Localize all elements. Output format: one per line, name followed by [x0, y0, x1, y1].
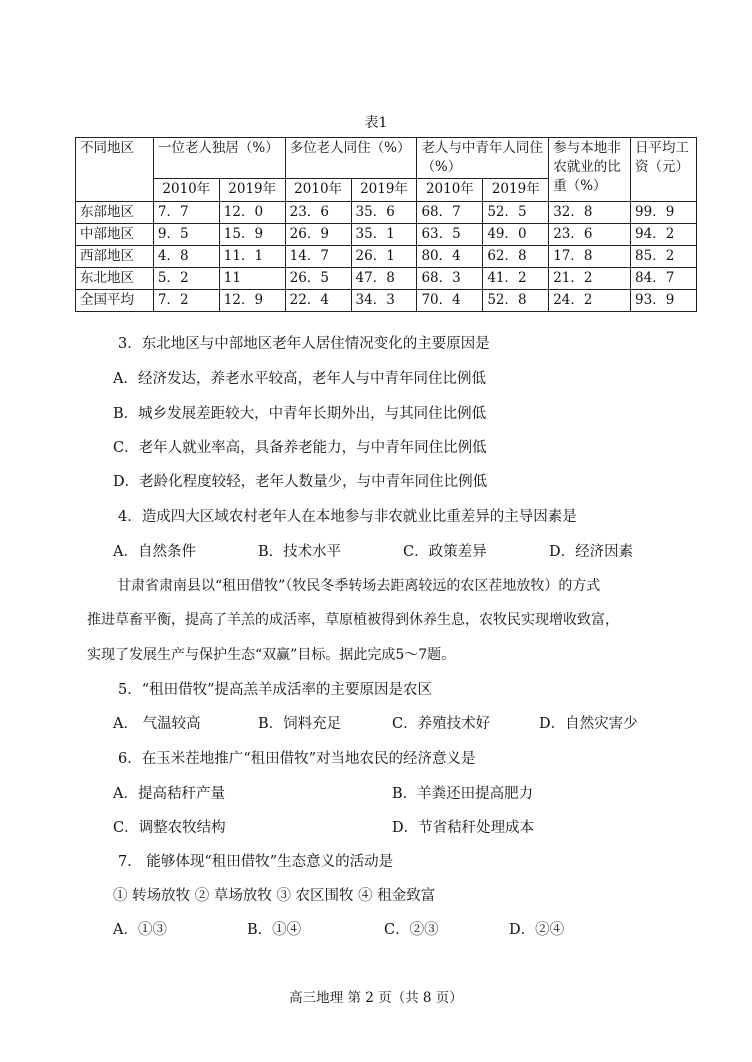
cell-value: 62．8 [483, 246, 549, 268]
cell-region: 中部地区 [76, 224, 154, 246]
cell-value: 4．8 [153, 246, 219, 268]
header-wage: 日平均工资（元） [631, 138, 697, 202]
header-region: 不同地区 [76, 138, 154, 202]
question-5-option-d: D．自然灾害少 [539, 716, 638, 732]
question-6-option-b: B．羊粪还田提高肥力 [392, 786, 534, 802]
cell-value: 84．7 [631, 268, 697, 290]
question-7-stem: 7． 能够体现“租田借牧”生态意义的活动是 [118, 854, 394, 870]
question-6-option-d: D．节省秸秆处理成本 [392, 820, 535, 836]
cell-value: 47．8 [351, 268, 417, 290]
cell-value: 68．3 [417, 268, 483, 290]
year-header: 2010年 [153, 179, 219, 202]
cell-value: 35．1 [351, 224, 417, 246]
question-6-stem: 6．在玉米茬地推广“租田借牧”对当地农民的经济意义是 [118, 751, 476, 767]
question-3-option-a: A．经济发达，养老水平较高，老年人与中青年同住比例低 [113, 371, 486, 387]
question-7-option-c: C．②③ [384, 922, 439, 938]
cell-value: 94．2 [631, 224, 697, 246]
year-header: 2019年 [219, 179, 285, 202]
cell-value: 5．2 [153, 268, 219, 290]
question-4-option-c: C．政策差异 [403, 544, 487, 560]
cell-value: 7．7 [153, 202, 219, 224]
cell-value: 32．8 [549, 202, 631, 224]
question-6-option-a: A．提高秸秆产量 [113, 786, 225, 802]
cell-value: 35．6 [351, 202, 417, 224]
table-caption: 表1 [364, 115, 388, 131]
cell-value: 9．5 [153, 224, 219, 246]
header-nonfarm: 参与本地非农就业的比重（%） [549, 138, 631, 202]
cell-region: 东北地区 [76, 268, 154, 290]
header-multi: 多位老人同住（%） [285, 138, 417, 179]
cell-value: 70．4 [417, 290, 483, 312]
cell-value: 22．4 [285, 290, 351, 312]
question-5-option-a: A． 气温较高 [113, 716, 201, 732]
cell-region: 西部地区 [76, 246, 154, 268]
question-3-option-b: B．城乡发展差距较大，中青年长期外出，与其同住比例低 [113, 406, 487, 422]
passage-line-3: 实现了发展生产与保护生态“双赢”目标。据此完成5～7题。 [87, 647, 456, 663]
cell-value: 17．8 [549, 246, 631, 268]
cell-value: 7．2 [153, 290, 219, 312]
cell-value: 12．0 [219, 202, 285, 224]
question-5-option-c: C．养殖技术好 [392, 716, 491, 732]
year-header: 2019年 [351, 179, 417, 202]
cell-region: 东部地区 [76, 202, 154, 224]
cell-value: 14．7 [285, 246, 351, 268]
question-7-items: ① 转场放牧 ② 草场放牧 ③ 农区围牧 ④ 租金致富 [113, 888, 436, 904]
question-7-option-d: D．②④ [509, 922, 565, 938]
cell-value: 34．3 [351, 290, 417, 312]
cell-value: 15．9 [219, 224, 285, 246]
cell-value: 99．9 [631, 202, 697, 224]
cell-value: 68．7 [417, 202, 483, 224]
passage-line-2: 推进草畜平衡，提高了羊羔的成活率，草原植被得到休养生息，农牧民实现增收致富， [87, 612, 619, 628]
cell-value: 26．1 [351, 246, 417, 268]
cell-value: 80．4 [417, 246, 483, 268]
question-6-option-c: C．调整农牧结构 [113, 820, 226, 836]
data-table [75, 137, 697, 312]
question-4-option-d: D．经济因素 [549, 544, 634, 560]
year-header: 2010年 [285, 179, 351, 202]
question-7-option-a: A．①③ [113, 922, 167, 938]
cell-value: 26．5 [285, 268, 351, 290]
question-4-option-b: B．技术水平 [258, 544, 342, 560]
cell-value: 24．2 [549, 290, 631, 312]
table-row [76, 268, 697, 290]
header-alone: 一位老人独居（%） [153, 138, 285, 179]
table-row [76, 224, 697, 246]
year-header: 2010年 [417, 179, 483, 202]
cell-value: 23．6 [285, 202, 351, 224]
table-row [76, 246, 697, 268]
passage-line-1: 甘肃省肃南县以“租田借牧”（牧民冬季转场去距离较远的农区茬地放牧）的方式 [117, 578, 601, 594]
cell-value: 52．8 [483, 290, 549, 312]
cell-value: 85．2 [631, 246, 697, 268]
cell-value: 23．6 [549, 224, 631, 246]
cell-value: 12．9 [219, 290, 285, 312]
question-5-stem: 5．“租田借牧”提高羔羊成活率的主要原因是农区 [118, 682, 433, 698]
header-with-young: 老人与中青年人同住（%） [417, 138, 549, 179]
question-3-option-c: C．老年人就业率高，具备养老能力，与中青年同住比例低 [113, 440, 487, 456]
cell-value: 49．0 [483, 224, 549, 246]
cell-value: 52．5 [483, 202, 549, 224]
cell-value: 21．2 [549, 268, 631, 290]
cell-value: 11 [219, 268, 285, 290]
cell-value: 26．9 [285, 224, 351, 246]
cell-value: 63．5 [417, 224, 483, 246]
question-3-option-d: D．老龄化程度较轻，老年人数量少，与中青年同住比例低 [113, 474, 488, 490]
table-row [76, 202, 697, 224]
question-4-stem: 4．造成四大区域农村老年人在本地参与非农就业比重差异的主导因素是 [118, 509, 577, 525]
year-header: 2019年 [483, 179, 549, 202]
cell-value: 11．1 [219, 246, 285, 268]
cell-value: 93．9 [631, 290, 697, 312]
question-5-option-b: B．饲料充足 [258, 716, 342, 732]
cell-region: 全国平均 [76, 290, 154, 312]
question-4-option-a: A．自然条件 [113, 544, 196, 560]
question-7-option-b: B．①④ [247, 922, 302, 938]
page-footer: 高三地理 第 2 页（共 8 页） [289, 990, 463, 1006]
question-3-stem: 3．东北地区与中部地区老年人居住情况变化的主要原因是 [118, 336, 490, 352]
cell-value: 41．2 [483, 268, 549, 290]
table-row [76, 290, 697, 312]
